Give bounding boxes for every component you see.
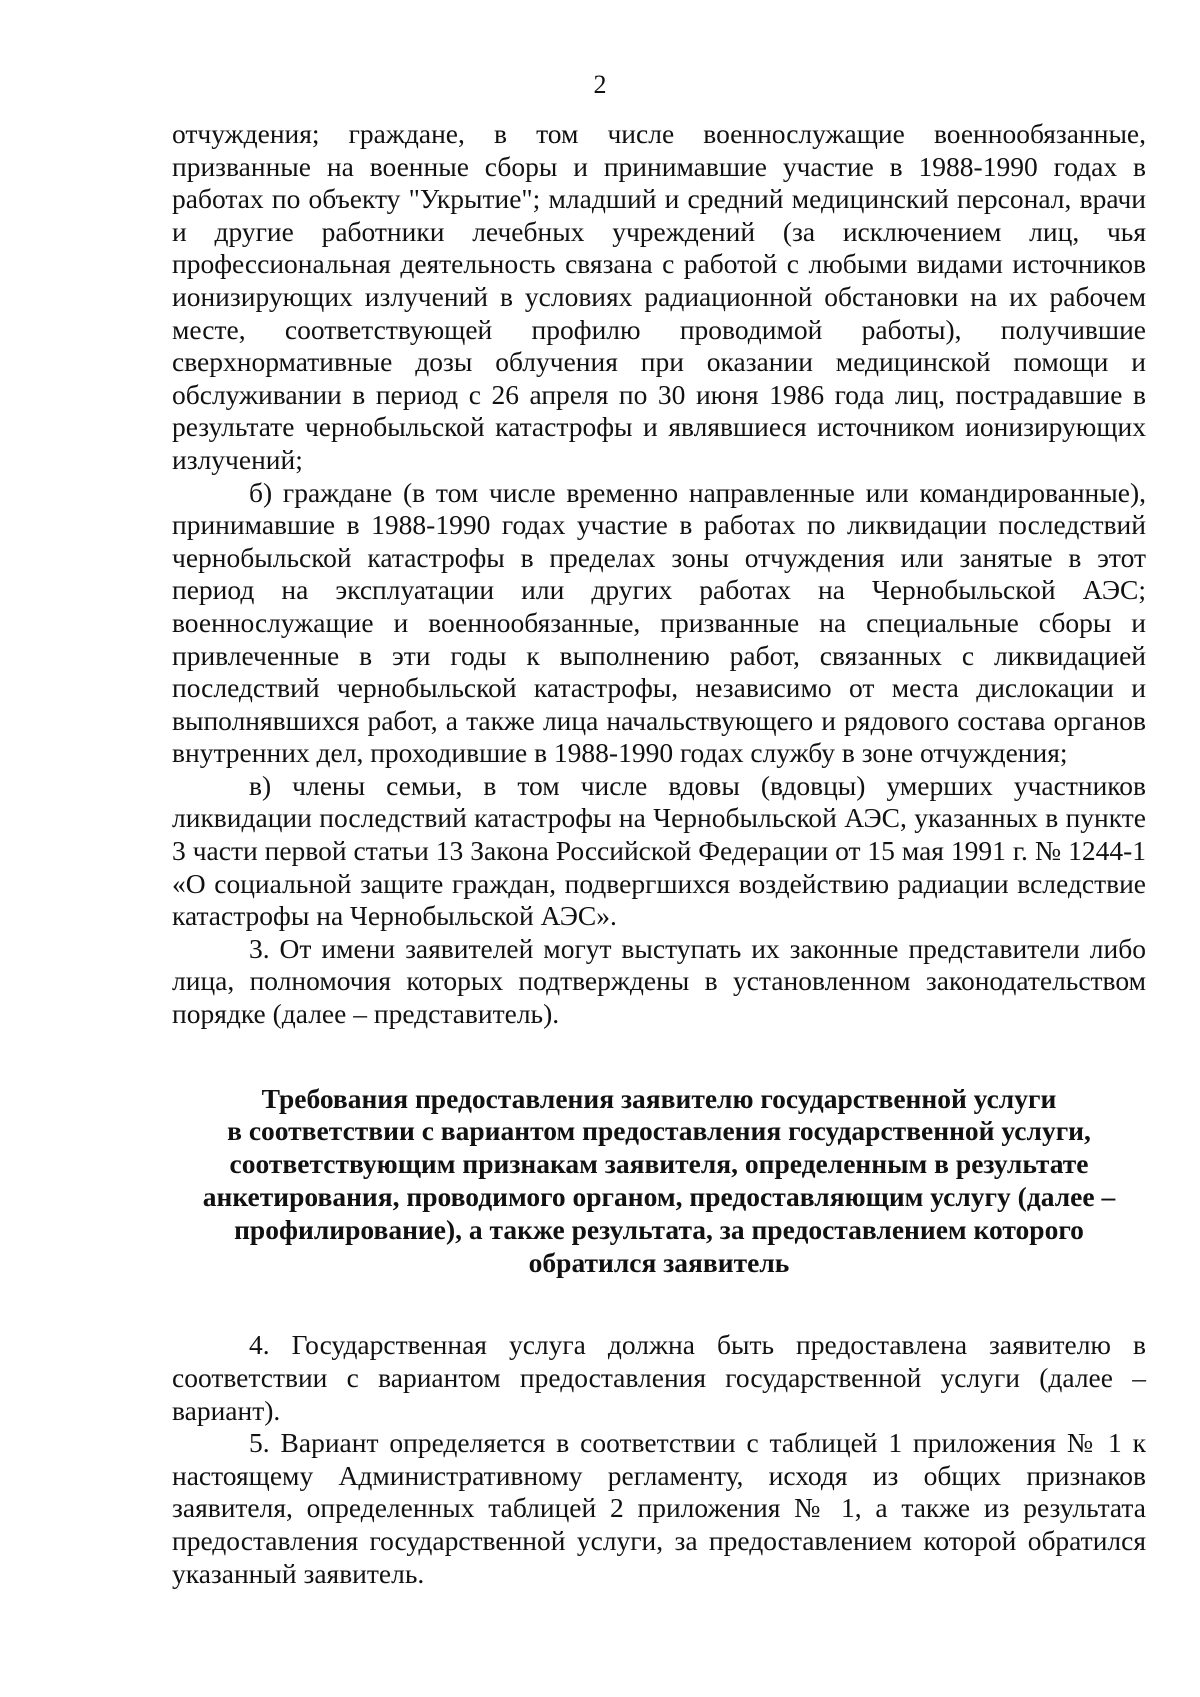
document-body: [172, 118, 1146, 1590]
heading-line: анкетирования, проводимого органом, предоставляющим услугу (далее –: [202, 1181, 1116, 1213]
page-number: 2: [593, 70, 607, 99]
heading-line: Требования предоставления заявителю государственной услуги: [261, 1082, 1057, 1114]
heading-line: соответствующим признакам заявителя, определенным в результате: [229, 1148, 1089, 1180]
paragraph-clause-5: 5. Вариант определяется в соответствии с таблицей 1 приложения № 1 к настоящему Административному регламенту, исходя из общих признаков заявителя, определенных таблицей 2 приложения № 1, а также из результата предоставления государственной услуги, за предоставлением которой обратился указанный заявитель.: [172, 1427, 1146, 1589]
heading-line: профилирование), а также результата, за предоставлением которого: [234, 1213, 1084, 1245]
paragraph-item-v: в) члены семьи, в том числе вдовы (вдовцы) умерших участников ликвидации последствий катастрофы на Чернобыльской АЭС, указанных в пункте 3 части первой статьи 13 Закона Российской Федерации от 15 мая 1991 г. № 1244-1 «О социальной защите граждан, подвергшихся воздействию радиации вследствие катастрофы на Чернобыльской АЭС».: [172, 769, 1146, 932]
paragraph-continuation: отчуждения; граждане, в том числе военнослужащие военнообязанные, призванные на военные сборы и принимавшие участие в 1988-1990 годах в работах по объекту "Укрытие"; младший и средний медицинский персонал, врачи и другие работники лечебных учреждений (за исключением лиц, чья профессиональная деятельность связана с работой с любыми видами источников ионизирующих излучений в условиях радиационной обстановки на их рабочем месте, соответствующей профилю проводимой работы), получившие сверхнормативные дозы облучения при оказании медицинской помощи и обслуживании в период с 26 апреля по 30 июня 1986 года лиц, пострадавшие в результате чернобыльской катастрофы и являвшиеся источником ионизирующих излучений;: [172, 118, 1146, 475]
section-heading: [172, 1083, 1146, 1280]
paragraph-clause-4: 4. Государственная услуга должна быть предоставлена заявителю в соответствии с вариантом предоставления государственной услуги (далее – вариант).: [172, 1329, 1146, 1426]
heading-line: в соответствии с вариантом предоставления государственной услуги,: [227, 1115, 1091, 1147]
paragraph-clause-3: 3. От имени заявителей могут выступать их законные представители либо лица, полномочия которых подтверждены в установленном законодательством порядке (далее – представитель).: [172, 932, 1146, 1030]
heading-line: обратился заявитель: [528, 1246, 790, 1278]
paragraph-item-b: б) граждане (в том числе временно направленные или командированные), принимавшие в 1988-1990 годах участие в работах по ликвидации последствий чернобыльской катастрофы в пределах зоны отчуждения или занятые в этот период на эксплуатации или других работах на Чернобыльской АЭС; военнослужащие и военнообязанные, призванные на специальные сборы и привлеченные в эти годы к выполнению работ, связанных с ликвидацией последствий чернобыльской катастрофы, независимо от места дислокации и выполнявшихся работ, а также лица начальствующего и рядового состава органов внутренних дел, проходившие в 1988-1990 годах службу в зоне отчуждения;: [172, 476, 1146, 769]
